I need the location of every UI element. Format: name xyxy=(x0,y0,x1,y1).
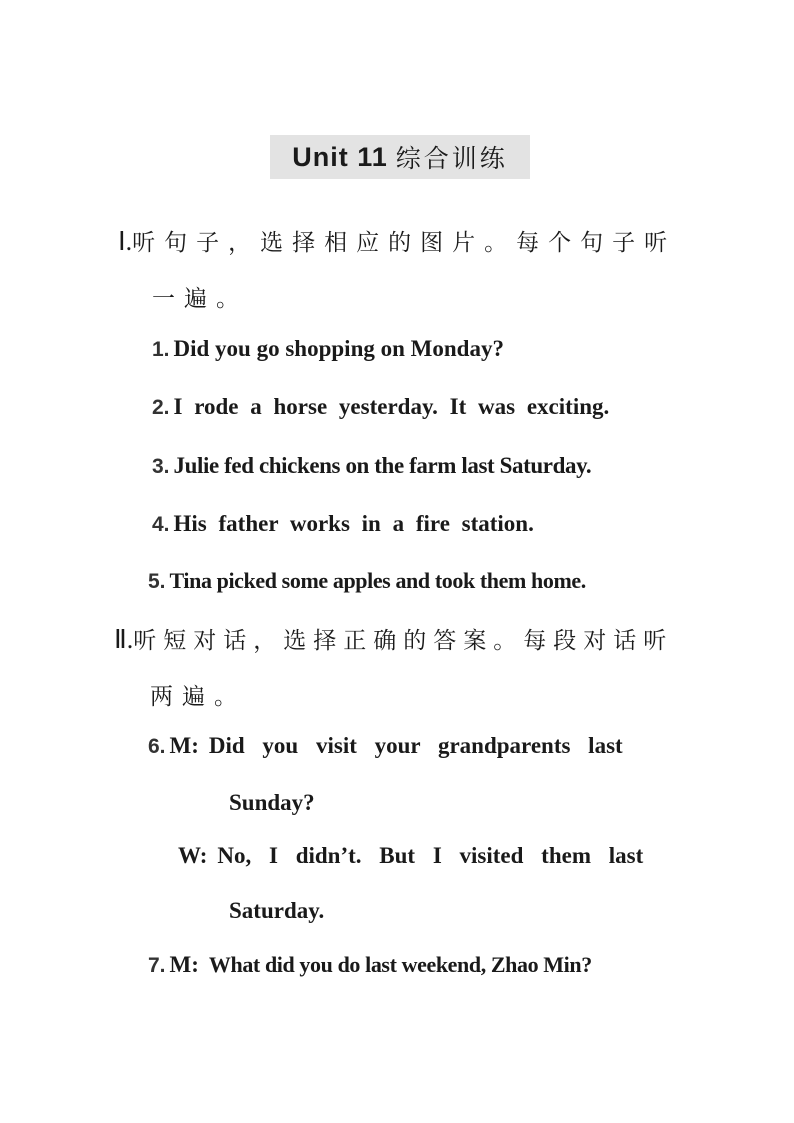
section1-instruction xyxy=(118,224,676,257)
item-text: His father works in a fire station. xyxy=(173,511,534,536)
item-number: 4. xyxy=(152,513,170,536)
section1-instruction-line2: 一遍。 xyxy=(152,286,248,312)
dialogue-text: Did you visit your grandparents last xyxy=(208,733,623,758)
section2-instruction-line2: 两遍。 xyxy=(150,684,246,710)
item-number: 1. xyxy=(152,338,170,361)
item-number: 6. xyxy=(148,735,166,758)
section2-instruction-line1: 听短对话，选择正确的答案。每段对话听 xyxy=(133,628,674,654)
speaker-m: M: xyxy=(169,952,199,977)
speaker-w: W: xyxy=(178,843,208,868)
list-item xyxy=(152,394,609,420)
item-text: Julie fed chickens on the farm last Saturday. xyxy=(173,453,592,478)
list-item xyxy=(152,336,504,362)
dialogue-item xyxy=(148,733,623,759)
item-number: 5. xyxy=(148,570,166,593)
item-text: I rode a horse yesterday. It was exciting. xyxy=(173,394,610,419)
section2-instruction xyxy=(114,622,673,655)
dialogue-text-cont: Saturday. xyxy=(229,898,325,923)
list-item xyxy=(152,511,534,537)
item-text: Tina picked some apples and took them home. xyxy=(169,568,586,593)
section1-instruction-line1: 听句子，选择相应的图片。每个句子听 xyxy=(132,230,677,256)
dialogue-text-cont: Sunday? xyxy=(229,790,315,815)
page-title xyxy=(270,135,530,179)
list-item xyxy=(152,453,591,479)
dialogue-text: No, I didn’t. But I visited them last xyxy=(217,843,644,868)
section1-number: Ⅰ. xyxy=(118,227,133,256)
dialogue-response xyxy=(178,843,643,869)
list-item xyxy=(148,568,586,594)
dialogue-text: What did you do last weekend, Zhao Min? xyxy=(208,952,592,977)
title-cn: 综合训练 xyxy=(395,144,508,173)
item-number: 2. xyxy=(152,396,170,419)
item-number: 3. xyxy=(152,455,170,478)
speaker-m: M: xyxy=(169,733,199,758)
section2-number: Ⅱ. xyxy=(114,625,134,654)
item-number: 7. xyxy=(148,954,166,977)
item-text: Did you go shopping on Monday? xyxy=(173,336,504,361)
dialogue-item xyxy=(148,952,592,978)
title-unit: Unit 11 xyxy=(292,141,388,172)
